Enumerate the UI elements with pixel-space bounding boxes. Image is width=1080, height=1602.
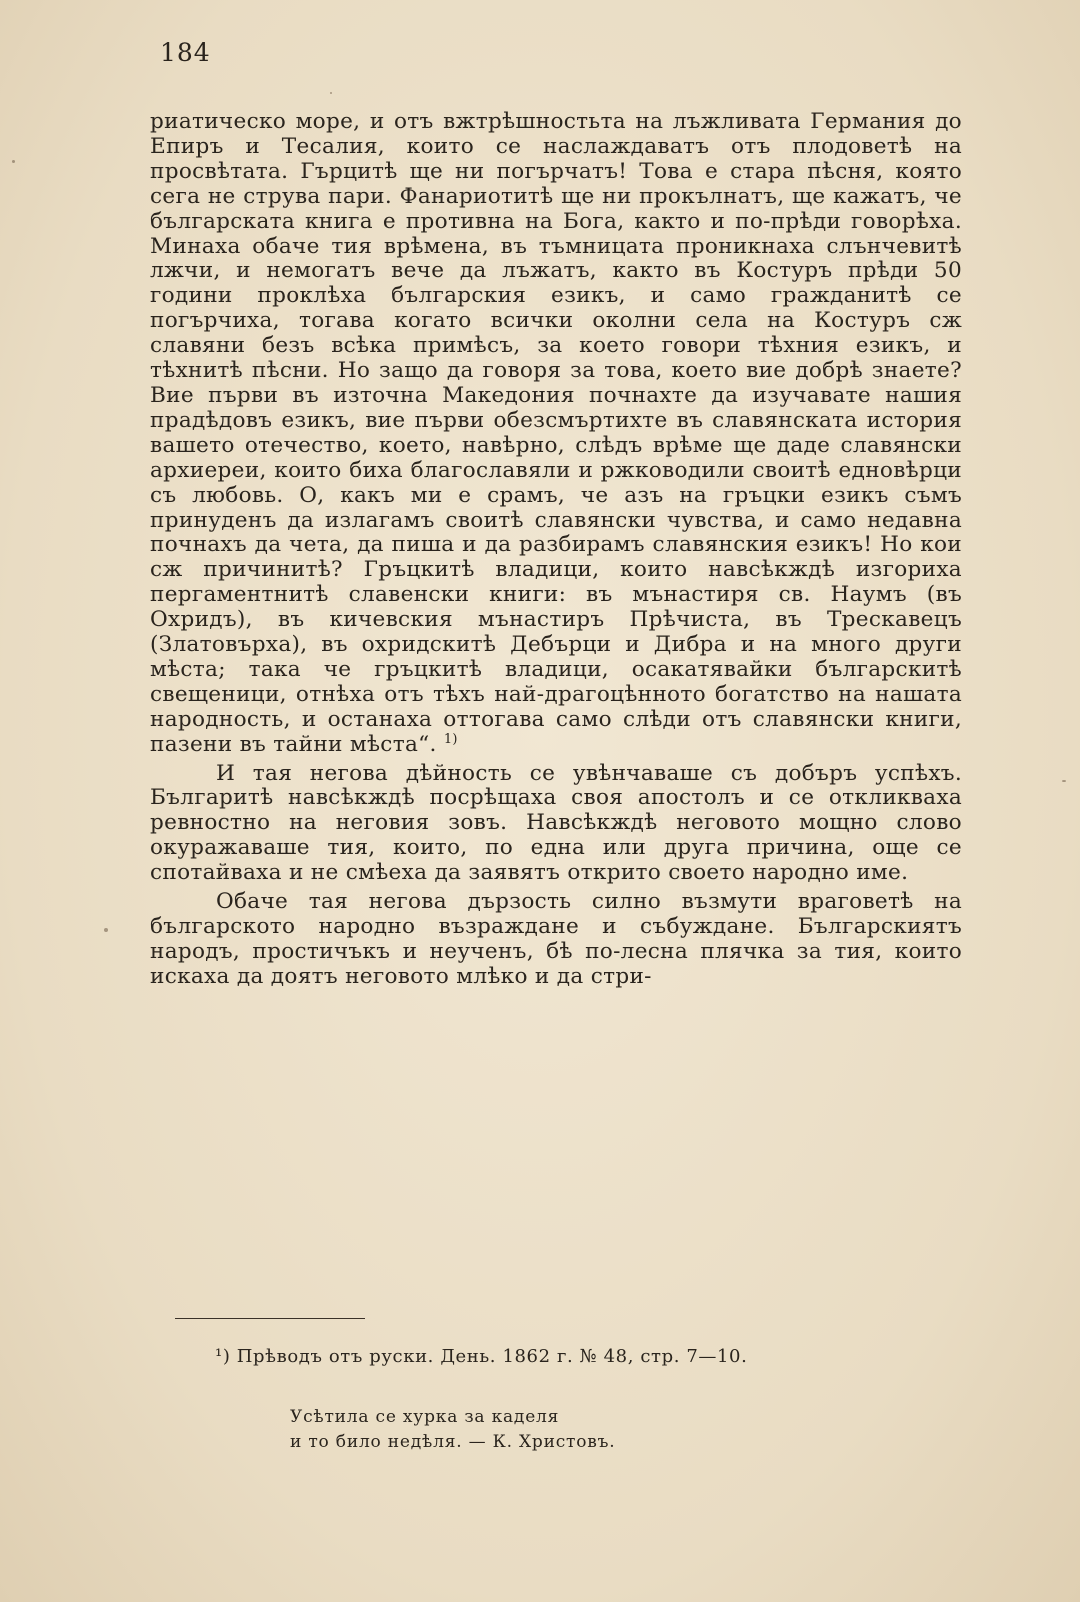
paragraph-2: И тая негова дѣйность се увѣнчаваше съ добъръ успѣхъ. Българитѣ навсѣкждѣ посрѣщаха своя апостолъ и се откликваха ревностно на неговия зовъ. Навсѣкждѣ неговото мощно слово окуражаваше тия, които, по една или друга причина, още се спотайваха и не смѣеха да заявятъ открито своето народно име. [150,760,962,886]
paragraph-3: Обаче тая негова дързость силно възмути враговетѣ на българското народно възраждане и събуждане. Българскиятъ народъ, простичъкъ и неученъ, бѣ по-лесна плячка за тия, които искаха да доятъ неговото млѣко и да стри- [150,889,962,989]
paragraph-1-text: риатическо море, и отъ вжтрѣшностьта на лъжливата Германия до Епиръ и Тесалия, които се наслаждаватъ отъ плодоветѣ на просвѣтата. Гърцитѣ ще ни погърчатъ! Това е стара пѣсня, която сега не струва пари. Фанариотитѣ ще ни прокълнатъ, ще кажатъ, че българската книга е противна на Бога, както и по-прѣди говорѣха. Минаха обаче тия врѣмена, въ тъмницата проникнаха слънчевитѣ лжчи, и немогатъ вече да лъжатъ, както въ Костуръ прѣди 50 години проклѣха българския езикъ, и само гражданитѣ се погърчиха, тогава когато всички околни села на Костуръ сж славяни безъ всѣка примѣсъ, за което говори тѣхния езикъ, и тѣхнитѣ пѣсни. Но защо да говоря за това, което вие добрѣ знаете? Вие първи въ източна Македония почнахте да изучавате нашия прадѣдовъ езикъ, вие първи обезсмъртихте въ славянската история вашето отечество, което, навѣрно, слѣдъ врѣме ще даде славянски архиереи, които биха благославяли и ржководили своитѣ едновѣрци съ любовь. О, какъ ми е срамъ, че азъ на гръцки езикъ съмъ принуденъ да излагамъ своитѣ славянски чувства, и само недавна почнахъ да чета, да пиша и да разбирамъ славянския езикъ! Но кои сж причинитѣ? Гръцкитѣ владици, които навсѣкждѣ изгориха пергаментнитѣ славенски книги: въ мънастиря св. Наумъ (въ Охридъ), въ кичевския мънастиръ Прѣчиста, въ Трескавецъ (Златовърха), въ охридскитѣ Дебърци и Дибра и на много други мѣста; така че гръцкитѣ владици, осакатявайки българскитѣ свещеници, отнѣха отъ тѣхъ най-драгоцѣнното богатство на нашата народность, и останаха оттогава само слѣди отъ славянски книги, пазени въ тайни мѣста“. [150,109,962,757]
page-number: 184 [160,38,211,67]
closing-verse [290,1405,615,1455]
closing-verse-line-1: Усѣтила се хурка за каделя [290,1407,560,1427]
paper-speck [12,160,15,163]
footnote-marker: 1) [443,731,458,747]
paragraph-1 [150,110,962,758]
paper-speck [104,928,108,932]
main-text [150,110,962,990]
paper-speck [1062,780,1066,782]
paper-speck [330,92,332,94]
footnote: ¹) Прѣводъ отъ руски. День. 1862 г. № 48, стр. 7—10. [215,1346,748,1367]
footnote-divider [175,1318,365,1319]
closing-verse-line-2: и то било недѣля. — К. Христовъ. [290,1432,616,1452]
